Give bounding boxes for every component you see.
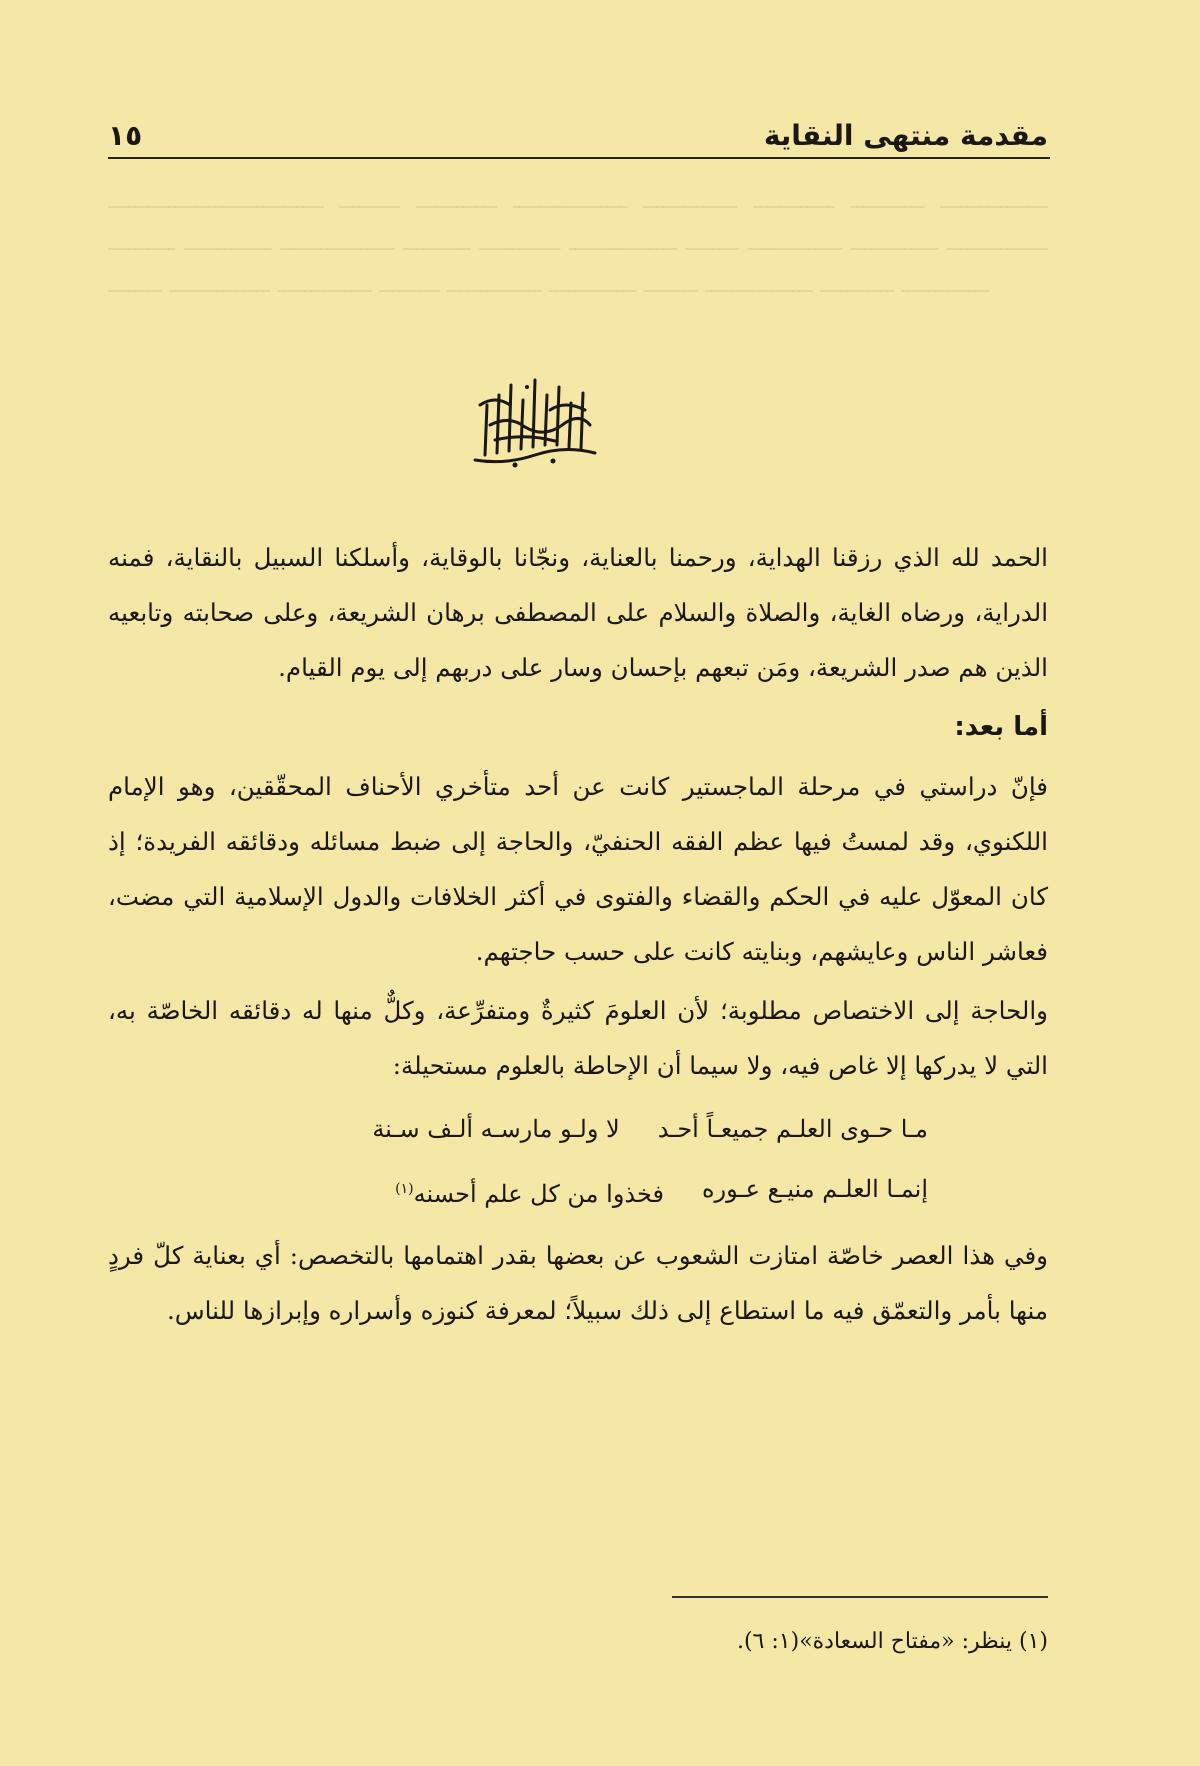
verse-hemistich: إنمـا العلـم منيـع عـوره: [701, 1175, 928, 1203]
footnote: (١) ينظر: «مفتاح السعادة»(١: ٦).: [736, 1629, 1048, 1654]
header-rule: [108, 157, 1050, 159]
running-header: [108, 104, 1048, 152]
paragraph-opening: الحمد لله الذي رزقنا الهداية، ورحمنا بالعناية، ونجّانا بالوقاية، وأسلكنا السبيل بالنقاية، فمنه الدراية، ورضاه الغاية، والصلاة والسلام على المصطفى برهان الشريعة، وعلى صحابته وتابعيه الذين هم صدر الشريعة، ومَن تبعهم بإحسان وسار على دربهم إلى يوم القيام.: [108, 543, 1048, 682]
paragraph-study: فإنّ دراستي في مرحلة الماجستير كانت عن أحد متأخري الأحناف المحقّقين، وهو الإمام اللكنوي، وقد لمستُ فيها عظم الفقه الحنفيّ، والحاجة إلى ضبط مسائله ودقائقه الفريدة؛ إذ كان المعوّل عليه في الحكم والقضاء والفتوى في أكثر الخلافات والدول الإسلامية التي مضت، فعاشر الناس وعايشهم، وبنايته كانت على حسب حاجتهم.: [108, 772, 1048, 966]
paragraph-specialization: والحاجة إلى الاختصاص مطلوبة؛ لأن العلومَ كثيرةٌ ومتفرِّعة، وكلٌّ منها له دقائقه الخاصّة به، التي لا يدركها إلا غاص فيه، ولا سيما أن الإحاطة بالعلوم مستحيلة:: [108, 996, 1048, 1080]
footnote-rule: [672, 1596, 1048, 1598]
footnote-marker: (١): [395, 1181, 414, 1197]
basmala-calligraphy-icon: [465, 365, 605, 475]
verse-hemistich: [395, 1159, 664, 1224]
main-text: [108, 530, 1048, 1338]
verse-hemistich: مـا حـوى العلـم جميعـاً أحـد: [657, 1115, 928, 1143]
verse-hemistich: لا ولـو مارسـه ألـف سـنة: [372, 1115, 620, 1143]
show-through-texture: ــــــــــــــــــــــــــــــــ ـــــــــ ــــــــــــ ـــــــــــــــــ ــــــــــــــ ــــــــــــ ـــــــــــ ــــــــــــــــ ــــــــــ ـــــــــــــ ـــــــــــــــــ ــــــــــ ــــــــــــ ــــــــــــــــ ــــــــ ــــــــــــــ ـــــــــــــ ـــــــــــــــ ــــــــ ـــــــــــــــ ــــــــــــــ ـــــــــ ــــــــــــــ ـــــــــــــ ــــــــ ــــــــــــــــ ـــــــــــ ـــــــــــــ: [108, 188, 1048, 298]
verse: [108, 1159, 928, 1224]
poem: [108, 1099, 1048, 1224]
verse: [108, 1099, 928, 1159]
header-title: مقدمة منتهى النقاية: [763, 119, 1048, 152]
paragraph-era: وفي هذا العصر خاصّة امتازت الشعوب عن بعضها بقدر اهتمامها بالتخصص: أي بعناية كلّ فردٍ منها بأمر والتعمّق فيه ما استطاع إلى ذلك سبيلاً؛ لمعرفة كنوزه وأسراره وإبرازها للناس.: [108, 1241, 1048, 1325]
page-number: ١٥: [108, 119, 143, 152]
verse-text: فخذوا من كل علم أحسنه: [413, 1180, 664, 1208]
subheading: أما بعد:: [954, 712, 1048, 742]
